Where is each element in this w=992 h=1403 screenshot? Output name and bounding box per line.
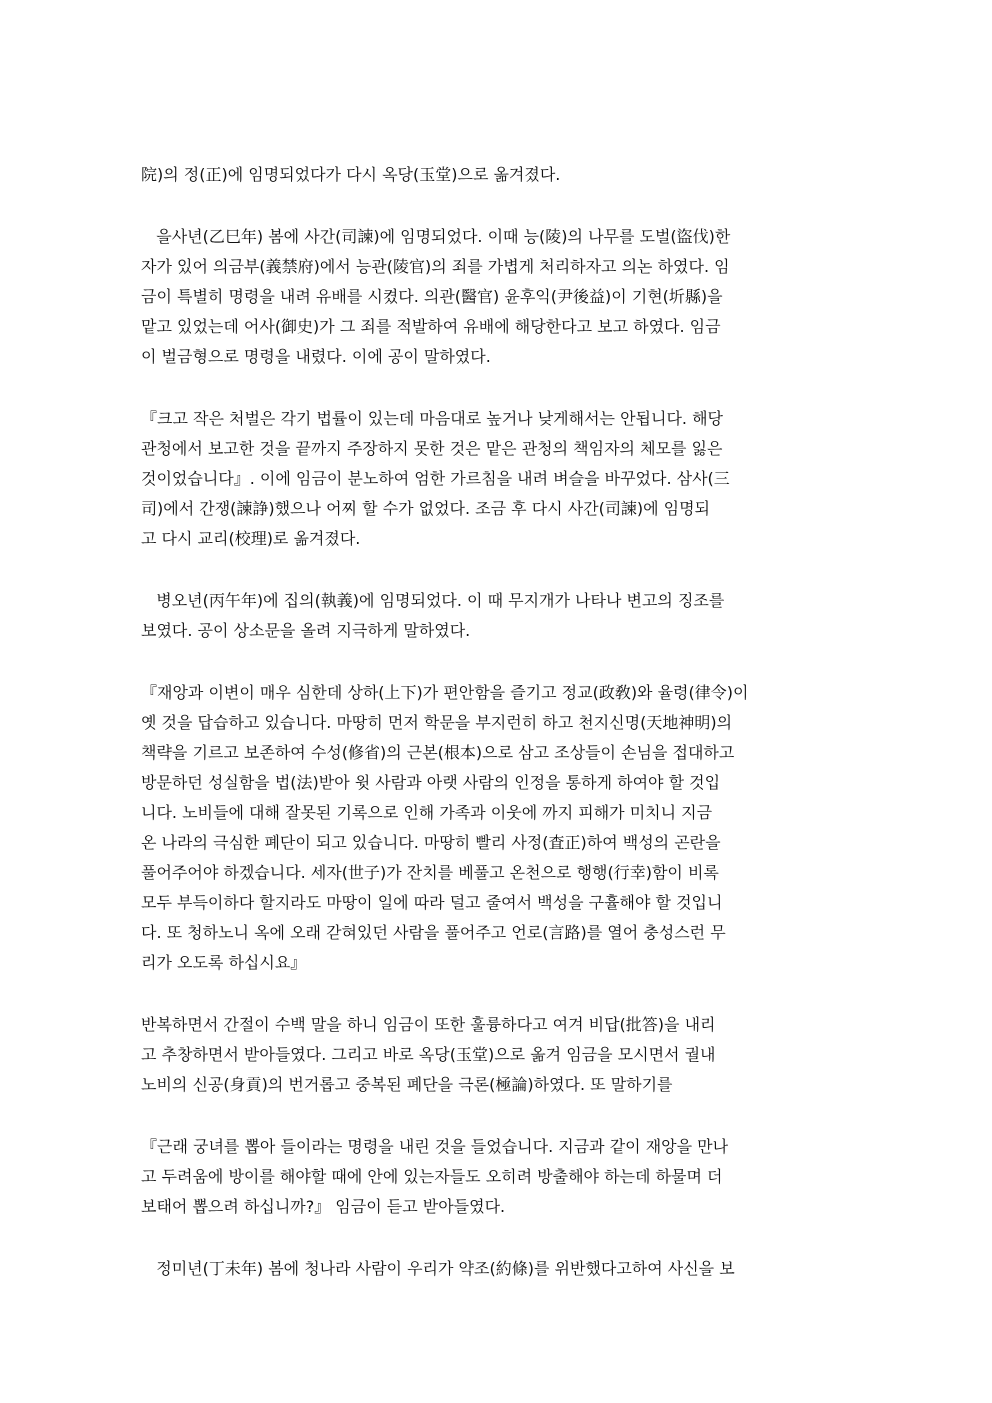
- text-line: 司)에서 간쟁(諫諍)했으나 어찌 할 수가 없었다. 조금 후 다시 사간(司諫)에 임명되: [141, 499, 711, 518]
- paragraph-gap: [141, 372, 853, 404]
- paragraph-gap: [141, 554, 853, 586]
- document-body: [141, 160, 853, 1284]
- paragraph: [141, 1254, 853, 1284]
- text-line: 『크고 작은 처벌은 각기 법률이 있는데 마음대로 높거나 낮게해서는 안됩니다. 해당: [141, 409, 723, 428]
- paragraph-gap: [141, 1100, 853, 1132]
- text-line: 고 두려움에 방이를 해야할 때에 안에 있는자들도 오히려 방출해야 하는데 하물며 더: [141, 1167, 723, 1186]
- text-line: 『근래 궁녀를 뽑아 들이라는 명령을 내린 것을 들었습니다. 지금과 같이 재앙을 만나: [141, 1137, 729, 1156]
- text-line: 맡고 있었는데 어사(御史)가 그 죄를 적발하여 유배에 해당한다고 보고 하였다. 임금: [141, 317, 721, 336]
- text-line: 『재앙과 이변이 매우 심한데 상하(上下)가 편안함을 즐기고 정교(政敎)와 율령(律令)이: [141, 683, 749, 702]
- text-line: 온 나라의 극심한 폐단이 되고 있습니다. 마땅히 빨리 사정(査正)하여 백성의 곤란을: [141, 833, 721, 852]
- paragraph: [141, 586, 853, 646]
- text-line: 병오년(丙午年)에 집의(執義)에 임명되었다. 이 때 무지개가 나타나 변고의 징조를: [141, 591, 725, 610]
- text-line: 금이 특별히 명령을 내려 유배를 시켰다. 의관(醫官) 윤후익(尹後益)이 기현(圻縣)을: [141, 287, 723, 306]
- text-line: 풀어주어야 하겠습니다. 세자(世子)가 잔치를 베풀고 온천으로 행행(行幸)함이 비록: [141, 863, 719, 882]
- paragraph-gap: [141, 1222, 853, 1254]
- text-line: 보였다. 공이 상소문을 올려 지극하게 말하였다.: [141, 621, 471, 640]
- paragraph: [141, 404, 853, 554]
- paragraph-gap: [141, 646, 853, 678]
- text-line: 니다. 노비들에 대해 잘못된 기록으로 인해 가족과 이웃에 까지 피해가 미치니 지금: [141, 803, 713, 822]
- text-line: 다. 또 청하노니 옥에 오래 갇혀있던 사람을 풀어주고 언로(言路)를 열어 충성스런 무: [141, 923, 726, 942]
- paragraph: [141, 1010, 853, 1100]
- text-line: 반복하면서 간절이 수백 말을 하니 임금이 또한 훌륭하다고 여겨 비답(批答)을 내리: [141, 1015, 716, 1034]
- text-line: 옛 것을 답습하고 있습니다. 마땅히 먼저 학문을 부지런히 하고 천지신명(天地神明)의: [141, 713, 733, 732]
- text-line: 자가 있어 의금부(義禁府)에서 능관(陵官)의 죄를 가볍게 처리하자고 의논 하였다. 임: [141, 257, 730, 276]
- paragraph: [141, 1132, 853, 1222]
- text-line: 이 벌금형으로 명령을 내렸다. 이에 공이 말하였다.: [141, 347, 491, 366]
- text-line: 리가 오도록 하십시요』: [141, 953, 307, 972]
- text-line: 보태어 뽑으려 하십니까?』 임금이 듣고 받아들였다.: [141, 1197, 506, 1216]
- paragraph: [141, 160, 853, 190]
- paragraph-gap: [141, 190, 853, 222]
- text-line: 관청에서 보고한 것을 끝까지 주장하지 못한 것은 맡은 관청의 책임자의 체모를 잃은: [141, 439, 723, 458]
- paragraph-gap: [141, 978, 853, 1010]
- paragraph: [141, 222, 853, 372]
- text-line: 노비의 신공(身貢)의 번거롭고 중복된 폐단을 극론(極論)하였다. 또 말하기를: [141, 1075, 673, 1094]
- text-line: 고 다시 교리(校理)로 옮겨졌다.: [141, 529, 361, 548]
- text-line: 고 추창하면서 받아들였다. 그리고 바로 옥당(玉堂)으로 옮겨 임금을 모시면서 궐내: [141, 1045, 716, 1064]
- text-line: 것이었습니다』. 이에 임금이 분노하여 엄한 가르침을 내려 벼슬을 바꾸었다. 삼사(三: [141, 469, 730, 488]
- text-line: 院)의 정(正)에 임명되었다가 다시 옥당(玉堂)으로 옮겨졌다.: [141, 165, 561, 184]
- text-line: 정미년(丁未年) 봄에 청나라 사람이 우리가 약조(約條)를 위반했다고하여 사신을 보: [141, 1259, 735, 1278]
- text-line: 방문하던 성실함을 법(法)받아 윗 사람과 아랫 사람의 인정을 통하게 하여야 할 것입: [141, 773, 721, 792]
- text-line: 책략을 기르고 보존하여 수성(修省)의 근본(根本)으로 삼고 조상들이 손님을 접대하고: [141, 743, 735, 762]
- text-line: 모두 부득이하다 할지라도 마땅이 일에 따라 덜고 줄여서 백성을 구휼해야 할 것입니: [141, 893, 723, 912]
- text-line: 을사년(乙巳年) 봄에 사간(司諫)에 임명되었다. 이때 능(陵)의 나무를 도벌(盜伐)한: [141, 227, 731, 246]
- paragraph: [141, 678, 853, 978]
